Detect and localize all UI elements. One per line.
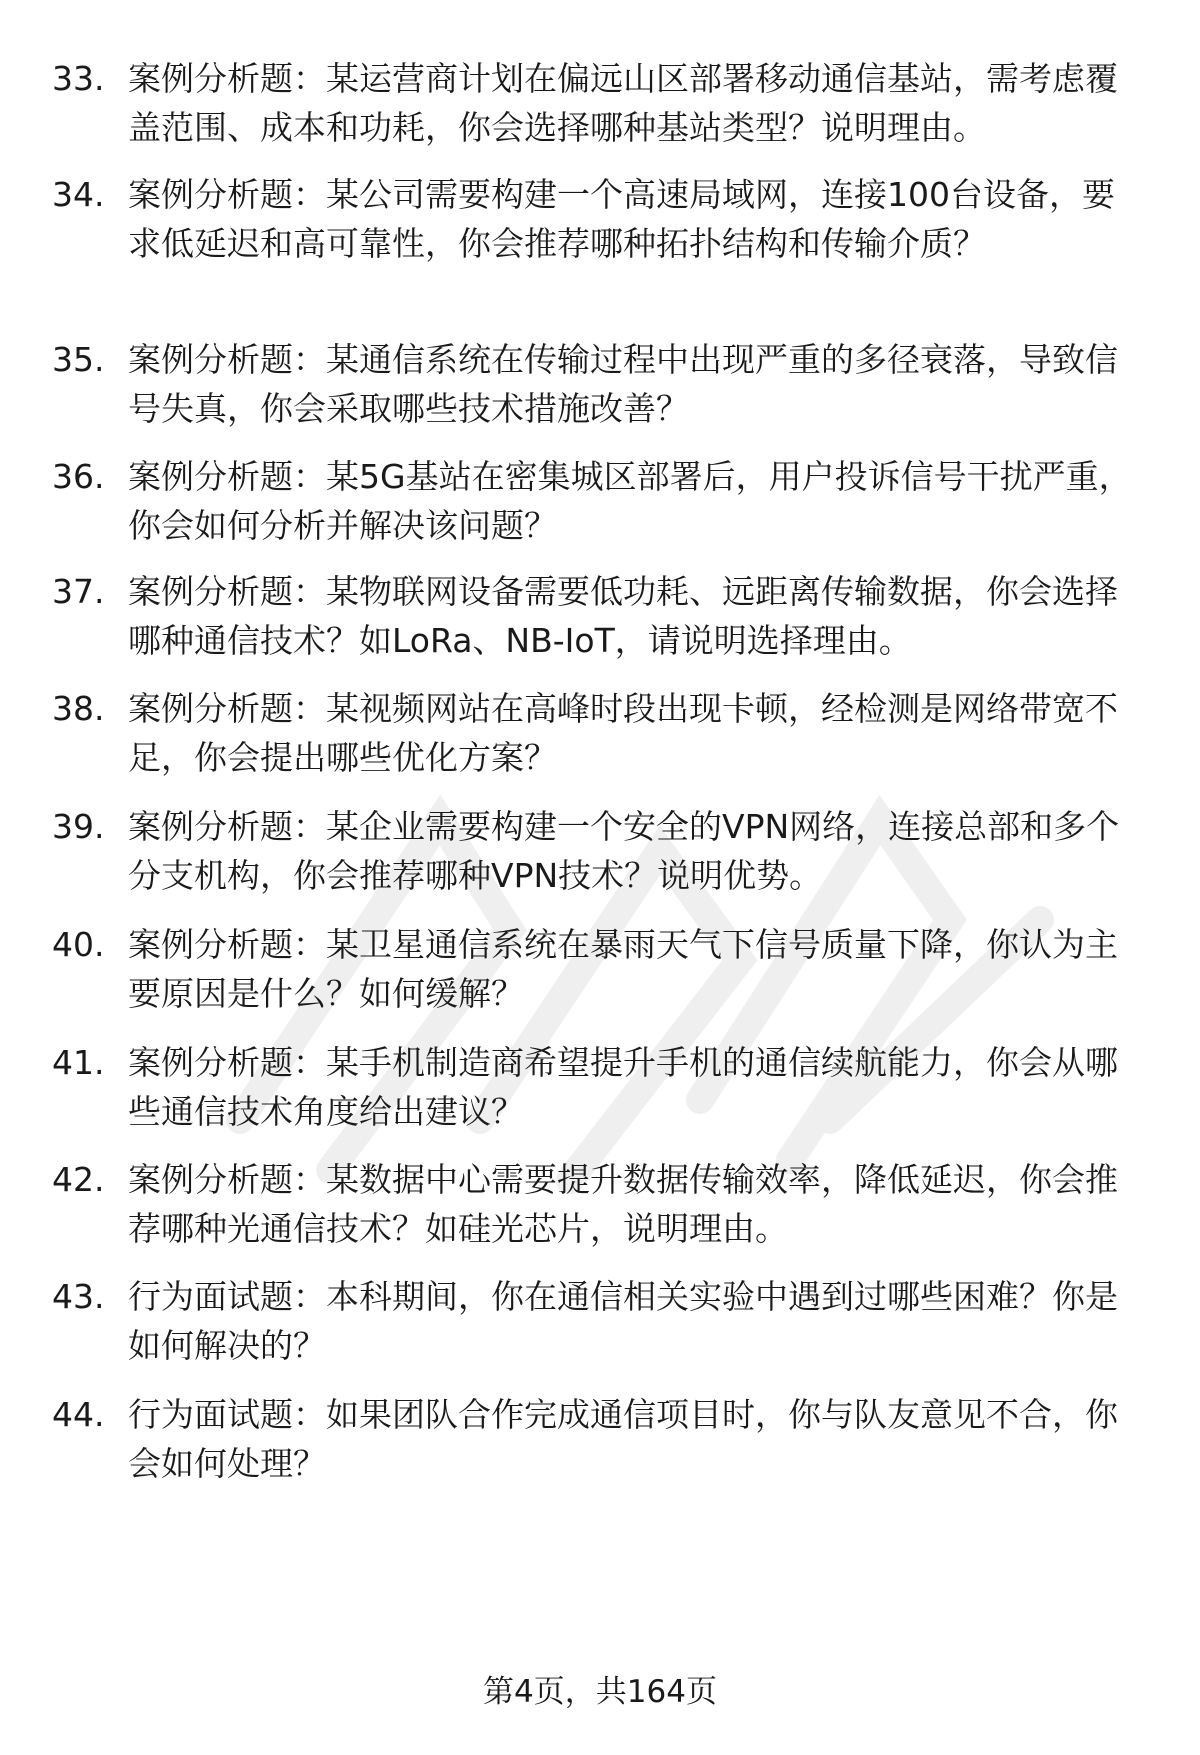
question-number: 39. bbox=[52, 807, 105, 846]
question-number: 38. bbox=[52, 689, 105, 728]
question-text: 案例分析题：某物联网设备需要低功耗、远距离传输数据，你会选择哪种通信技术？如LoRa、NB-IoT，请说明选择理由。 bbox=[128, 572, 1118, 660]
question-number: 37. bbox=[52, 572, 105, 611]
question-text: 行为面试题：如果团队合作完成通信项目时，你与队友意见不合，你会如何处理？ bbox=[128, 1395, 1118, 1483]
question-item bbox=[52, 1390, 1152, 1488]
question-item bbox=[52, 335, 1152, 433]
question-item bbox=[52, 802, 1152, 900]
question-item bbox=[52, 1038, 1152, 1136]
question-item bbox=[52, 1155, 1152, 1253]
question-item bbox=[52, 1272, 1152, 1370]
question-number: 43. bbox=[52, 1277, 105, 1316]
question-number: 35. bbox=[52, 340, 105, 379]
question-item bbox=[52, 54, 1152, 152]
question-text: 行为面试题：本科期间，你在通信相关实验中遇到过哪些困难？你是如何解决的？ bbox=[128, 1277, 1118, 1365]
question-text: 案例分析题：某卫星通信系统在暴雨天气下信号质量下降，你认为主要原因是什么？如何缓解？ bbox=[128, 925, 1118, 1013]
question-number: 40. bbox=[52, 925, 105, 964]
question-number: 36. bbox=[52, 457, 105, 496]
question-text: 案例分析题：某视频网站在高峰时段出现卡顿，经检测是网络带宽不足，你会提出哪些优化方案？ bbox=[128, 689, 1118, 777]
question-item bbox=[52, 452, 1152, 550]
question-number: 42. bbox=[52, 1160, 105, 1199]
question-number: 34. bbox=[52, 175, 105, 214]
question-text: 案例分析题：某手机制造商希望提升手机的通信续航能力，你会从哪些通信技术角度给出建议？ bbox=[128, 1043, 1118, 1131]
question-number: 44. bbox=[52, 1395, 105, 1434]
question-text: 案例分析题：某5G基站在密集城区部署后，用户投诉信号干扰严重，你会如何分析并解决该问题？ bbox=[128, 457, 1132, 545]
question-text: 案例分析题：某数据中心需要提升数据传输效率，降低延迟，你会推荐哪种光通信技术？如硅光芯片，说明理由。 bbox=[128, 1160, 1118, 1248]
question-text: 案例分析题：某企业需要构建一个安全的VPN网络，连接总部和多个分支机构，你会推荐哪种VPN技术？说明优势。 bbox=[128, 807, 1120, 895]
question-text: 案例分析题：某公司需要构建一个高速局域网，连接100台设备，要求低延迟和高可靠性，你会推荐哪种拓扑结构和传输介质？ bbox=[128, 175, 1115, 263]
page-number-footer: 第4页，共164页 bbox=[483, 1674, 717, 1710]
question-text: 案例分析题：某运营商计划在偏远山区部署移动通信基站，需考虑覆盖范围、成本和功耗，你会选择哪种基站类型？说明理由。 bbox=[128, 59, 1118, 147]
question-number: 41. bbox=[52, 1043, 105, 1082]
question-item bbox=[52, 170, 1152, 268]
question-number: 33. bbox=[52, 59, 105, 98]
question-item bbox=[52, 567, 1152, 665]
question-item bbox=[52, 684, 1152, 782]
question-text: 案例分析题：某通信系统在传输过程中出现严重的多径衰落，导致信号失真，你会采取哪些技术措施改善？ bbox=[128, 340, 1118, 428]
question-item bbox=[52, 920, 1152, 1018]
